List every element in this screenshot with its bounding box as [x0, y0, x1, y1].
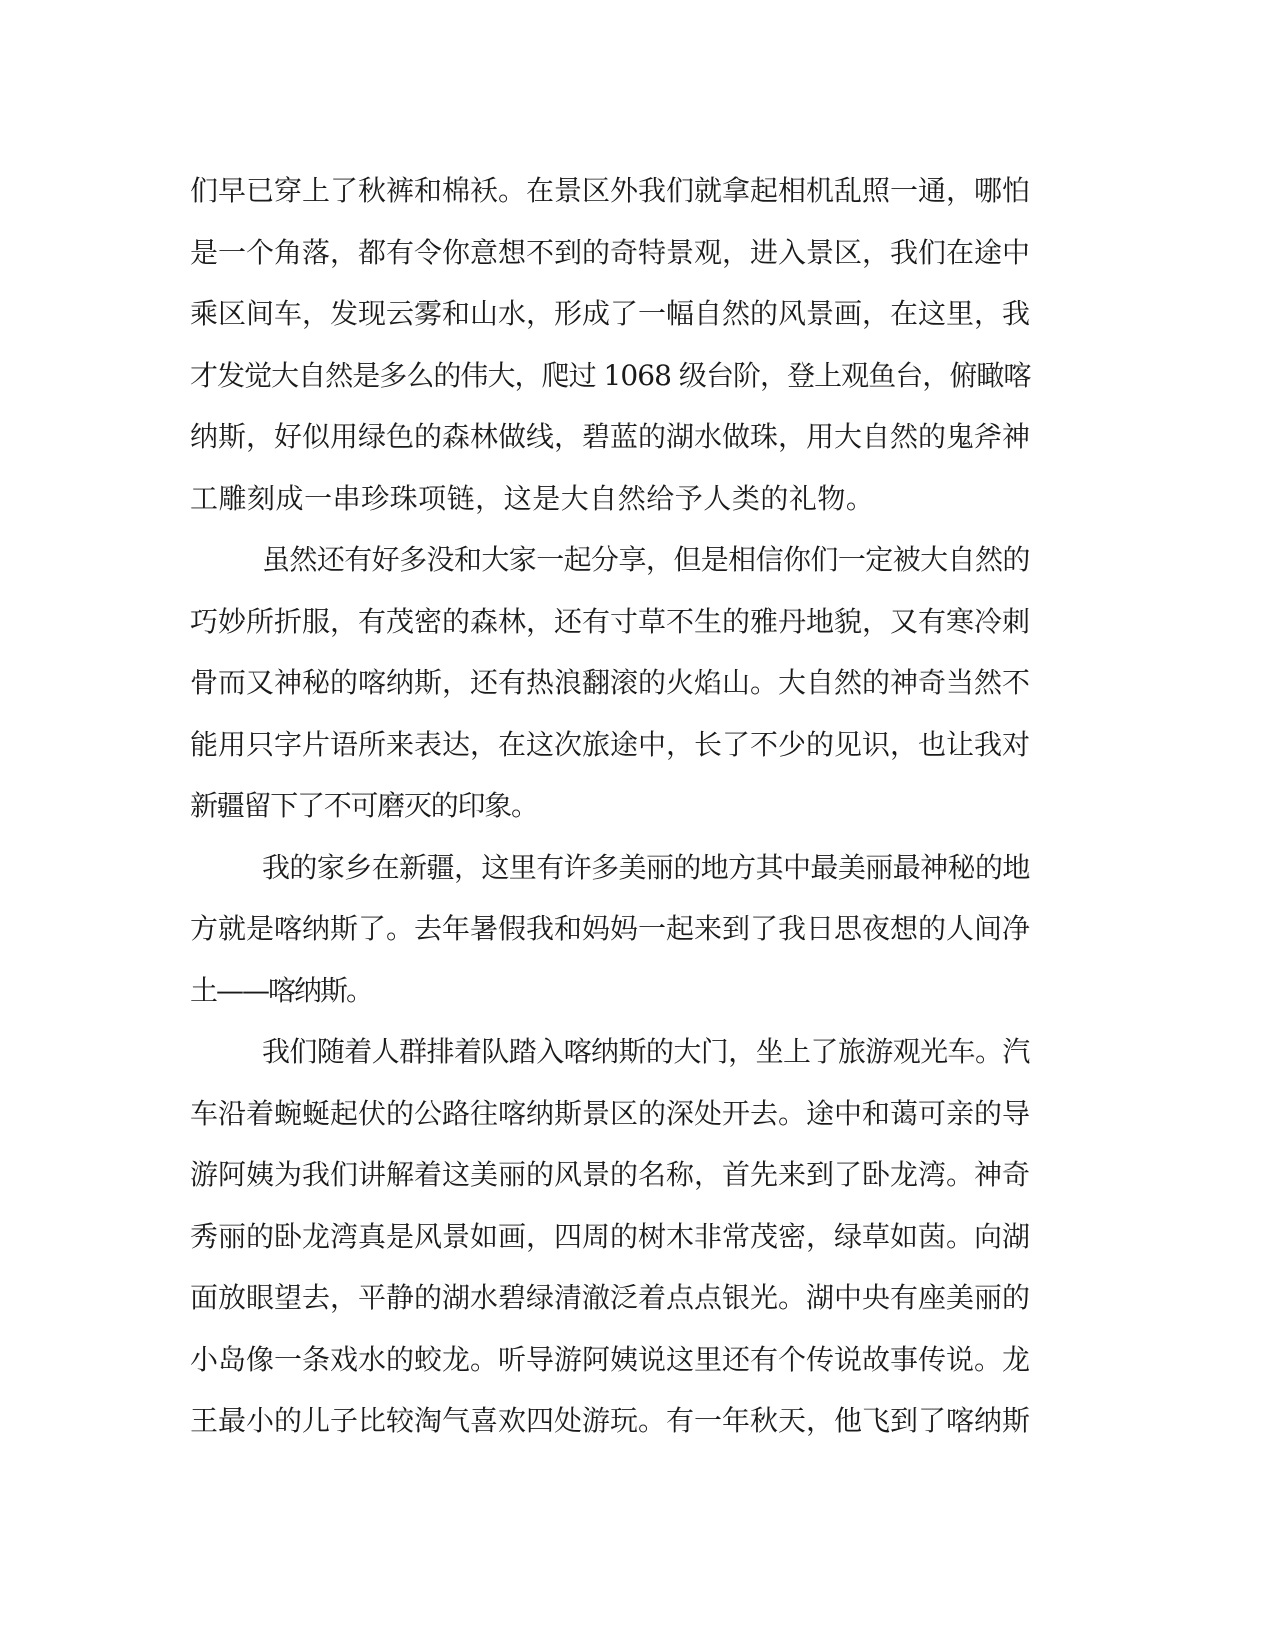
text-line: 巧妙所折服，有茂密的森林，还有寸草不生的雅丹地貌，又有寒冷刺 [190, 604, 1031, 638]
text-line: 我们随着人群排着队踏入喀纳斯的大门，坐上了旅游观光车。汽 [262, 1035, 1030, 1068]
text-line: 面放眼望去，平静的湖水碧绿清澈泛着点点银光。湖中央有座美丽的 [190, 1281, 1031, 1314]
text-line: 们早已穿上了秋裤和棉袄。在景区外我们就拿起相机乱照一通，哪怕 [190, 174, 1031, 207]
text-line: 是一个角落，都有令你意想不到的奇特景观，进入景区，我们在途中 [190, 235, 1031, 269]
text-line: 虽然还有好多没和大家一起分享，但是相信你们一定被大自然的 [262, 543, 1030, 576]
body-text [190, 160, 1080, 1452]
text-line: 土——喀纳斯。 [190, 973, 373, 1007]
text-line: 我的家乡在新疆，这里有许多美丽的地方其中最美丽最神秘的地 [262, 850, 1030, 884]
text-line: 纳斯，好似用绿色的森林做线，碧蓝的湖水做珠，用大自然的鬼斧神 [190, 420, 1031, 453]
text-line: 乘区间车，发现云雾和山水，形成了一幅自然的风景画，在这里，我 [190, 297, 1031, 330]
text-line: 工雕刻成一串珍珠项链，这是大自然给予人类的礼物。 [190, 481, 875, 515]
text-line: 方就是喀纳斯了。去年暑假我和妈妈一起来到了我日思夜想的人间净 [190, 912, 1031, 945]
text-line: 游阿姨为我们讲解着这美丽的风景的名称，首先来到了卧龙湾。神奇 [190, 1158, 1031, 1191]
text-line: 能用只字片语所来表达，在这次旅途中，长了不少的见识，也让我对 [190, 727, 1031, 761]
text-line: 小岛像一条戏水的蛟龙。听导游阿姨说这里还有个传说故事传说。龙 [190, 1342, 1031, 1376]
text-line: 才发觉大自然是多么的伟大，爬过 1068 级台阶，登上观鱼台，俯瞰喀 [190, 358, 1031, 392]
text-line: 王最小的儿子比较淘气喜欢四处游玩。有一年秋天，他飞到了喀纳斯 [190, 1404, 1031, 1437]
text-line: 秀丽的卧龙湾真是风景如画，四周的树木非常茂密，绿草如茵。向湖 [190, 1219, 1031, 1253]
text-line: 车沿着蜿蜒起伏的公路往喀纳斯景区的深处开去。途中和蔼可亲的导 [190, 1096, 1031, 1130]
text-line: 新疆留下了不可磨灭的印象。 [190, 789, 538, 822]
text-line: 骨而又神秘的喀纳斯，还有热浪翻滚的火焰山。大自然的神奇当然不 [190, 666, 1031, 699]
